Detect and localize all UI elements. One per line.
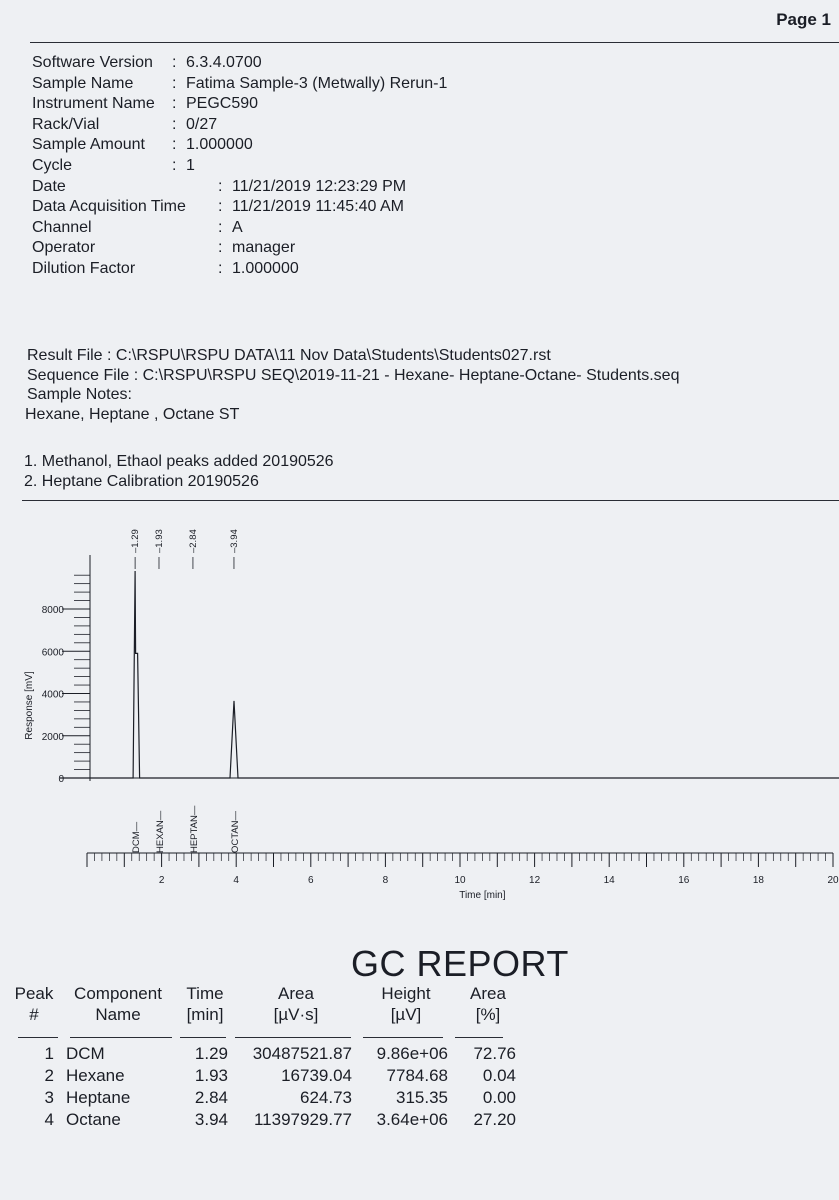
peak-height: 3.64e+06: [376, 1110, 448, 1129]
sequence-file: Sequence File : C:\RSPU\RSPU SEQ\2019-11-21 - Hexane- Heptane-Octane- Students.seq: [27, 366, 680, 384]
x-tick-label: 20: [827, 875, 839, 886]
x-tick-label: 10: [454, 875, 466, 886]
header-underline: [455, 1037, 503, 1038]
peak-component-label: HEPTAN—: [188, 805, 200, 853]
meta-value: 11/21/2019 12:23:29 PM: [232, 177, 407, 195]
meta-label: Rack/Vial: [32, 115, 100, 133]
y-tick-label: 2000: [41, 731, 64, 743]
meta-separator: :: [172, 115, 177, 133]
peak-number: 2: [44, 1066, 54, 1085]
meta-value: 11/21/2019 11:45:40 AM: [232, 198, 404, 216]
meta-value: A: [232, 218, 243, 236]
x-tick-label: 4: [233, 875, 239, 886]
peak-component-label: OCTAN—: [229, 810, 241, 853]
meta-label: Instrument Name: [32, 95, 155, 113]
peak-component-label: DCM—: [131, 821, 143, 853]
header-underline: [18, 1037, 58, 1038]
chromatogram-trace: [60, 571, 839, 778]
meta-value: Fatima Sample-3 (Metwally) Rerun-1: [186, 74, 448, 92]
area-percent: 72.76: [473, 1044, 516, 1063]
header-underline: [70, 1037, 172, 1038]
y-tick-label: 8000: [41, 605, 64, 616]
y-tick-label: 6000: [41, 647, 64, 659]
meta-value: 0/27: [186, 115, 218, 133]
col-height: Height [µV]: [381, 984, 431, 1024]
sample-notes: Hexane, Heptane , Octane ST: [25, 405, 240, 423]
y-axis-label: Response [mV]: [24, 671, 35, 740]
peak-height: 7784.68: [386, 1066, 448, 1085]
area-percent: 27.20: [473, 1110, 516, 1129]
retention-time: 1.29: [194, 1044, 228, 1063]
y-tick-label: 4000: [41, 689, 64, 701]
file-info: [27, 346, 679, 424]
col-component: Component Name: [74, 984, 162, 1024]
x-tick-label: 18: [752, 875, 764, 886]
retention-time: 1.93: [194, 1066, 228, 1085]
x-tick-label: 12: [529, 875, 541, 886]
meta-label: Sample Amount: [32, 136, 145, 154]
header-underline: [235, 1037, 351, 1038]
table-header-row: [8, 983, 522, 1025]
col-area: Area [µV·s]: [273, 984, 319, 1024]
component-name: Octane: [66, 1110, 121, 1129]
report-title: GC REPORT: [351, 943, 569, 984]
meta-separator: :: [218, 239, 223, 257]
meta-separator: :: [218, 218, 223, 236]
meta-value: 1.000000: [232, 259, 299, 277]
note-1: 1. Methanol, Ethaol peaks added 20190526: [24, 453, 334, 470]
peak-rt-label: –1.93: [153, 529, 165, 553]
meta-value: PEGC590: [186, 95, 259, 113]
meta-value: manager: [232, 239, 296, 257]
header-underline: [363, 1037, 443, 1038]
meta-separator: :: [218, 198, 223, 216]
peak-number: 1: [44, 1044, 54, 1063]
retention-time: 3.94: [194, 1110, 228, 1129]
peak-area: 16739.04: [281, 1066, 352, 1085]
meta-label: Software Version: [32, 54, 153, 71]
peak-height: 315.35: [396, 1088, 448, 1107]
table-row: [8, 1087, 522, 1109]
table-row: [8, 1065, 522, 1087]
component-name: Hexane: [66, 1066, 125, 1085]
area-percent: 0.00: [482, 1088, 516, 1107]
notes-rule: [22, 500, 839, 501]
meta-label: Channel: [32, 218, 92, 236]
x-tick-label: 16: [678, 875, 690, 886]
header-underline: [180, 1037, 226, 1038]
component-name: DCM: [66, 1044, 105, 1063]
table-row: [8, 1109, 522, 1131]
peak-number: 3: [44, 1088, 54, 1107]
peak-height: 9.86e+06: [376, 1044, 448, 1063]
x-tick-label: 8: [382, 875, 389, 886]
area-percent: 0.04: [482, 1066, 516, 1085]
peak-number: 4: [44, 1110, 54, 1129]
meta-label: Data Acquisition Time: [32, 198, 186, 216]
peak-rt-label: –2.84: [187, 529, 199, 553]
peak-component-label: HEXAN—: [154, 810, 166, 853]
y-tick-label: 0: [58, 774, 64, 785]
peak-rt-label: –1.29: [130, 529, 142, 553]
table-row: [8, 1043, 522, 1065]
header-rule: [30, 42, 839, 43]
meta-label: Dilution Factor: [32, 259, 136, 277]
meta-separator: :: [218, 177, 223, 195]
meta-value: 1: [186, 156, 195, 174]
peak-area: 30487521.87: [252, 1044, 352, 1063]
peak-area: 11397929.77: [253, 1110, 352, 1129]
meta-separator: :: [172, 74, 177, 92]
chromatogram: [0, 520, 839, 920]
meta-separator: :: [172, 136, 177, 154]
meta-label: Sample Name: [32, 74, 134, 92]
note-2: 2. Heptane Calibration 20190526: [24, 472, 259, 490]
sample-notes-label: Sample Notes:: [27, 386, 132, 404]
result-file: Result File : C:\RSPU\RSPU DATA\11 Nov Data\Students\Students027.rst: [27, 347, 551, 364]
component-name: Heptane: [66, 1088, 131, 1107]
meta-label: Cycle: [32, 156, 73, 174]
x-axis-label: Time [min]: [459, 890, 506, 901]
meta-separator: :: [218, 259, 223, 277]
meta-separator: :: [172, 156, 177, 174]
col-peak: Peak #: [14, 984, 54, 1024]
page-number: Page 1: [776, 10, 831, 29]
notes-list: [24, 452, 334, 491]
meta-value: 6.3.4.0700: [186, 54, 262, 71]
x-tick-label: 6: [308, 875, 314, 886]
meta-separator: :: [172, 95, 177, 113]
results-table: [8, 983, 522, 1131]
peak-area: 624.73: [300, 1088, 352, 1107]
x-tick-label: 14: [603, 875, 615, 886]
col-time: Time [min]: [186, 984, 224, 1024]
meta-label: Date: [32, 177, 66, 195]
retention-time: 2.84: [194, 1088, 228, 1107]
meta-value: 1.000000: [186, 136, 253, 154]
meta-label: Operator: [32, 239, 96, 257]
meta-separator: :: [172, 54, 177, 71]
x-tick-label: 2: [158, 875, 165, 886]
peak-rt-label: –3.94: [228, 529, 240, 553]
col-area-pct: Area [%]: [470, 984, 506, 1024]
